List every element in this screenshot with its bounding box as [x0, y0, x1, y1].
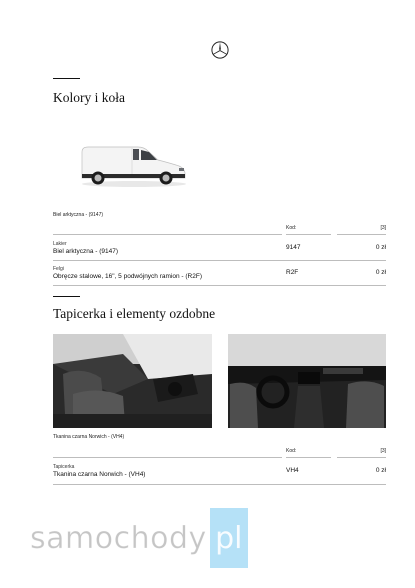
watermark-badge [210, 508, 248, 568]
table-row-code: 9147 [286, 244, 301, 251]
section-divider [53, 78, 80, 79]
watermark-logo [30, 507, 248, 569]
code-column-header: Kod: [286, 225, 297, 231]
vehicle-image [78, 138, 190, 188]
table-header-divider [53, 234, 282, 235]
section-title-colors: Kolory i koła [53, 90, 125, 105]
table-row-value: Biel arktyczna - (9147) [53, 248, 119, 255]
mercedes-star-icon [211, 41, 229, 59]
table-row-label: Felgi [53, 266, 64, 272]
table-header-divider [286, 457, 331, 458]
watermark-text: samochody [30, 520, 207, 556]
watermark-badge-text: pl [215, 520, 243, 556]
table-row-value: Tkanina czarna Norwich - (VH4) [53, 471, 146, 478]
table-row-label: Lakier [53, 241, 67, 247]
table-header-divider [53, 457, 282, 458]
image-caption-upholstery: Tkanina czarna Norwich - (VH4) [53, 434, 125, 440]
table-header-divider [286, 234, 331, 235]
table-row-divider [53, 260, 386, 261]
interior-photo-cockpit [228, 334, 386, 428]
section-divider [53, 296, 80, 297]
table-row-divider [53, 285, 386, 286]
section-title-upholstery: Tapicerka i elementy ozdobne [53, 306, 216, 321]
table-header-divider [337, 234, 386, 235]
table-row-divider [53, 484, 386, 485]
table-row-price: 0 zł [375, 269, 386, 276]
interior-photo-seats [53, 334, 212, 428]
code-column-header: Kod: [286, 448, 297, 454]
table-row-code: VH4 [286, 467, 299, 474]
table-row-price: 0 zł [375, 244, 386, 251]
table-row-code: R2F [286, 269, 299, 276]
price-column-header: [3] [380, 225, 386, 231]
table-row-label: Tapicerka [53, 464, 75, 470]
table-row-value: Obręcze stalowe, 16", 5 podwójnych ramion - (R2F) [53, 273, 202, 280]
table-row-price: 0 zł [375, 467, 386, 474]
table-header-divider [337, 457, 386, 458]
image-caption-colors: Biel arktyczna - (9147) [53, 212, 104, 218]
price-column-header: [3] [380, 448, 386, 454]
